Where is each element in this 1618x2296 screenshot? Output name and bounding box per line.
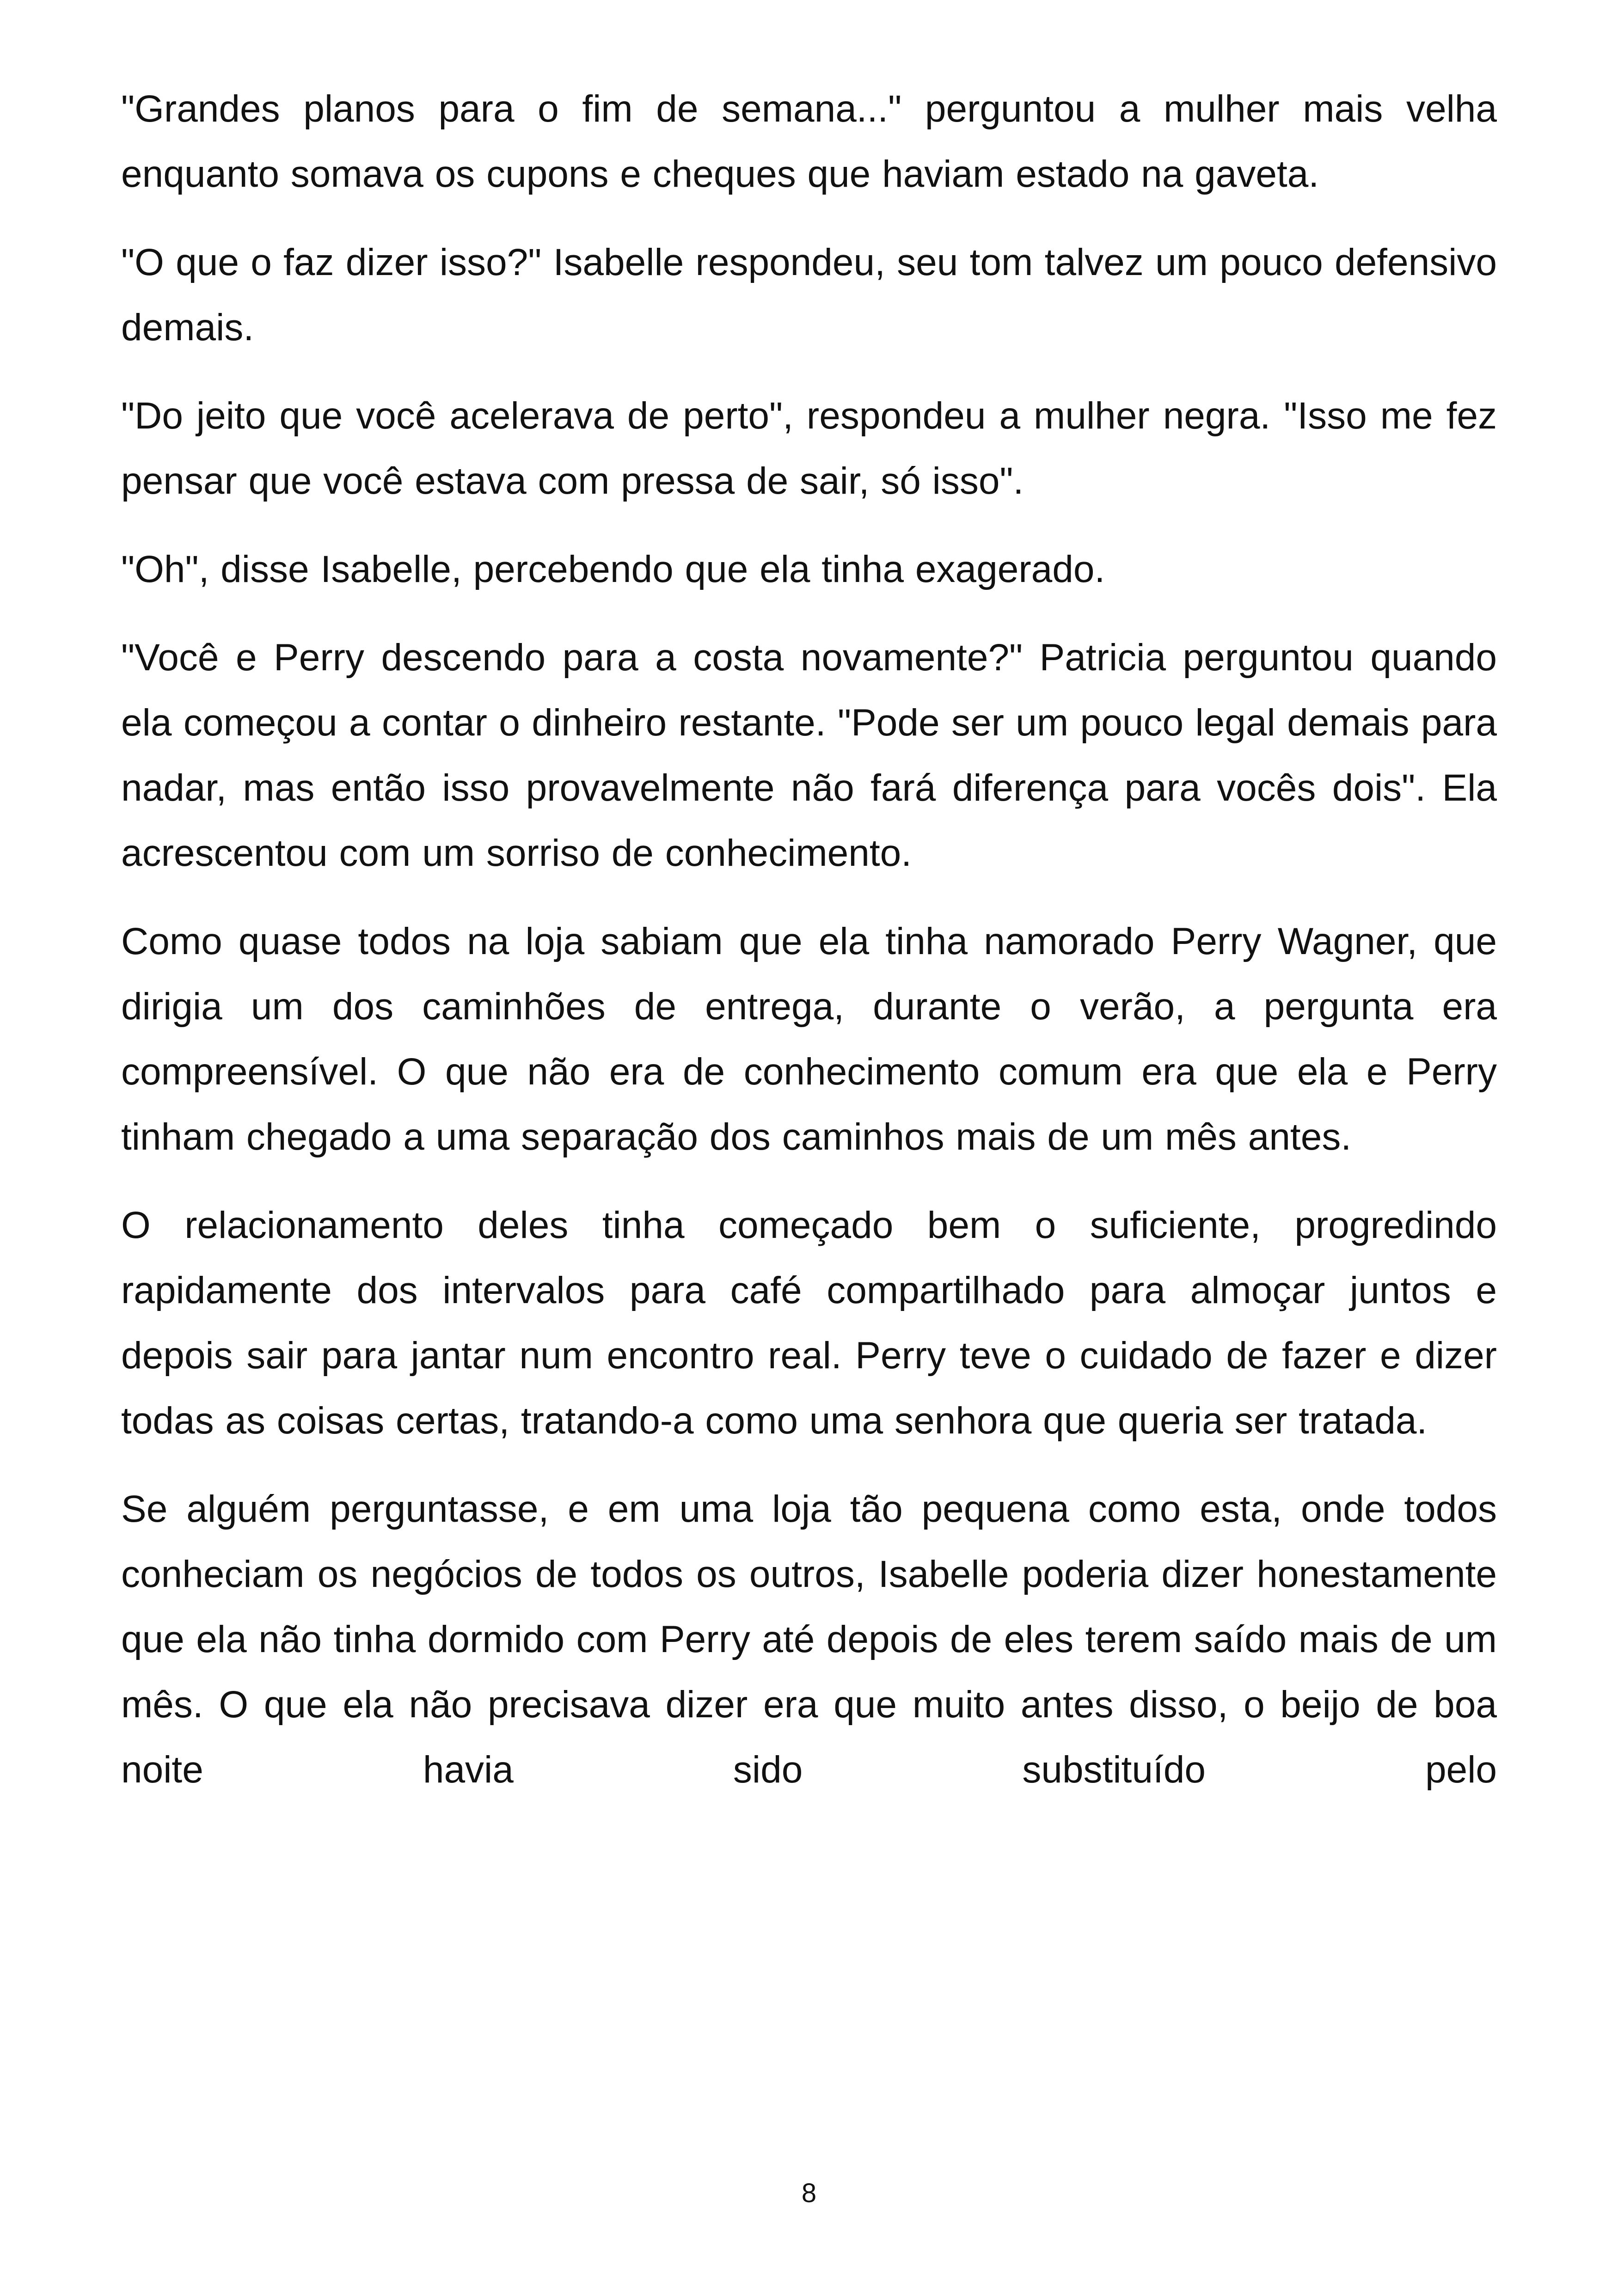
paragraph-8: Se alguém perguntasse, e em uma loja tão pequena como esta, onde todos conheciam os negócios de todos os outros, Isabelle poderia dizer honestamente que ela não tinha dormido com Perry até depois de eles terem saído mais de um mês. O que ela não precisava dizer era que muito antes disso, o beijo de boa noite havia sido substituído pelo (121, 1488, 1497, 1791)
body-text (121, 76, 1497, 1802)
paragraph-6: Como quase todos na loja sabiam que ela tinha namorado Perry Wagner, que dirigia um dos caminhões de entrega, durante o verão, a pergunta era compreensível. O que não era de conhecimento comum era que ela e Perry tinham chegado a uma separação dos caminhos mais de um mês antes. (121, 920, 1497, 1158)
paragraph-1: "Grandes planos para o fim de semana..." perguntou a mulher mais velha enquanto somava os cupons e cheques que haviam estado na gaveta. (121, 88, 1497, 195)
paragraph-2: "O que o faz dizer isso?" Isabelle respondeu, seu tom talvez um pouco defensivo demais. (121, 241, 1497, 349)
paragraph-3: "Do jeito que você acelerava de perto", respondeu a mulher negra. "Isso me fez pensar que você estava com pressa de sair, só isso". (121, 395, 1497, 502)
page-number: 8 (801, 2178, 817, 2208)
paragraph-5: "Você e Perry descendo para a costa novamente?" Patricia perguntou quando ela começou a contar o dinheiro restante. "Pode ser um pouco legal demais para nadar, mas então isso provavelmente não fará diferença para vocês dois". Ela acrescentou com um sorriso de conhecimento. (121, 637, 1497, 874)
paragraph-7: O relacionamento deles tinha começado bem o suficiente, progredindo rapidamente dos intervalos para café compartilhado para almoçar juntos e depois sair para jantar num encontro real. Perry teve o cuidado de fazer e dizer todas as coisas certas, tratando-a como uma senhora que queria ser tratada. (121, 1204, 1497, 1442)
paragraph-4: "Oh", disse Isabelle, percebendo que ela tinha exagerado. (121, 548, 1105, 590)
